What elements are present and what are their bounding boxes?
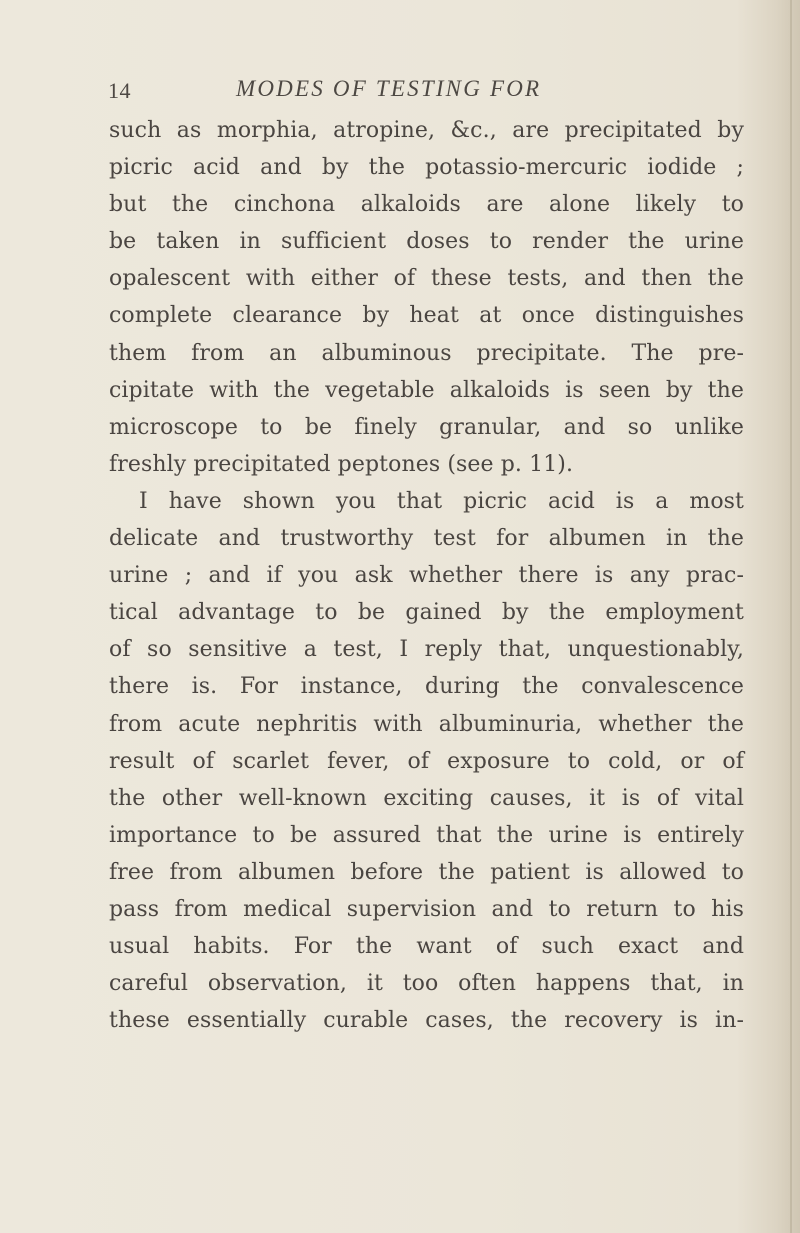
running-title: MODES OF TESTING FOR (236, 76, 542, 101)
text-line: usual habits. For the want of such exact and (109, 934, 744, 960)
text-line: of so sensitive a test, I reply that, unquestionably, (109, 637, 744, 663)
paragraph-end-line: freshly precipitated peptones (see p. 11). (109, 451, 574, 477)
body-text (109, 112, 744, 1039)
text-line: delicate and trustworthy test for albumen in the (109, 526, 744, 552)
text-line: urine ; and if you ask whether there is any prac- (109, 563, 744, 589)
text-line: picric acid and by the potassio-mercuric iodide ; (109, 155, 744, 181)
text-line: cipitate with the vegetable alkaloids is seen by the (109, 377, 744, 403)
text-line: free from albumen before the patient is allowed to (109, 859, 744, 885)
text-line: complete clearance by heat at once distinguishes (109, 303, 744, 329)
text-line: tical advantage to be gained by the employment (109, 600, 744, 626)
page-edge-shadow (790, 0, 792, 1233)
text-line: pass from medical supervision and to return to his (109, 896, 744, 922)
text-line: the other well-known exciting causes, it is of vital (109, 785, 744, 811)
running-head (0, 76, 800, 108)
text-line: from acute nephritis with albuminuria, whether the (109, 711, 744, 737)
paragraph-start-line: I have shown you that picric acid is a most (139, 488, 744, 514)
text-line: result of scarlet fever, of exposure to cold, or of (109, 748, 744, 774)
text-line: microscope to be finely granular, and so unlike (109, 414, 744, 440)
text-line: but the cinchona alkaloids are alone likely to (109, 192, 744, 218)
text-line: careful observation, it too often happens that, in (109, 971, 744, 997)
text-line: them from an albuminous precipitate. The pre- (109, 340, 744, 366)
text-line: opalescent with either of these tests, and then the (109, 266, 744, 292)
text-line: such as morphia, atropine, &c., are precipitated by (109, 118, 744, 143)
text-line: there is. For instance, during the convalescence (109, 674, 744, 700)
page-number: 14 (108, 78, 131, 103)
text-line: be taken in sufficient doses to render the urine (109, 229, 744, 255)
text-line: these essentially curable cases, the recovery is in- (109, 1008, 744, 1034)
text-line: importance to be assured that the urine is entirely (109, 822, 744, 848)
